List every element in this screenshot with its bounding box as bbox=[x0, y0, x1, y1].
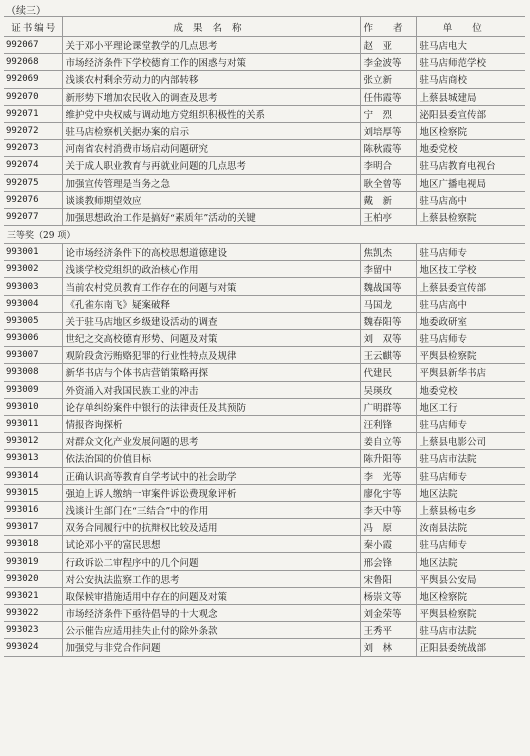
cert-number-cell: 992072 bbox=[4, 122, 62, 139]
table-row bbox=[4, 174, 525, 191]
table-row bbox=[4, 622, 525, 639]
author-cell: 魏战国等 bbox=[360, 278, 416, 295]
cert-number-cell: 992076 bbox=[4, 191, 62, 208]
author-cell: 陈升阳等 bbox=[360, 450, 416, 467]
cert-number-cell: 992075 bbox=[4, 174, 62, 191]
cert-number-cell: 993002 bbox=[4, 261, 62, 278]
table-row bbox=[4, 37, 525, 54]
table-row bbox=[4, 570, 525, 587]
author-cell: 王云麒等 bbox=[360, 347, 416, 364]
unit-cell: 平舆县公安局 bbox=[416, 570, 525, 587]
title-cell: 维护党中央权威与调动地方党组织积极性的关系 bbox=[62, 105, 360, 122]
table-row bbox=[4, 467, 525, 484]
title-cell: 公示催告应适用挂失止付的除外条款 bbox=[62, 622, 360, 639]
unit-cell: 驻马店高中 bbox=[416, 191, 525, 208]
author-cell: 马国龙 bbox=[360, 295, 416, 312]
cert-number-cell: 993001 bbox=[4, 244, 62, 261]
table-row bbox=[4, 587, 525, 604]
author-cell: 姜自立等 bbox=[360, 433, 416, 450]
title-cell: 新华书店与个体书店营销策略再探 bbox=[62, 364, 360, 381]
unit-cell: 正阳县委统战部 bbox=[416, 639, 525, 656]
cert-number-cell: 993010 bbox=[4, 398, 62, 415]
third-prize-heading: 三等奖（29 项） bbox=[4, 226, 525, 244]
unit-cell: 上蔡县杨屯乡 bbox=[416, 501, 525, 518]
cert-number-cell: 992073 bbox=[4, 140, 62, 157]
author-cell: 刘 林 bbox=[360, 639, 416, 656]
author-cell: 赵 亚 bbox=[360, 37, 416, 54]
table-row bbox=[4, 605, 525, 622]
cert-number-cell: 993017 bbox=[4, 519, 62, 536]
author-cell: 广明群等 bbox=[360, 398, 416, 415]
unit-cell: 上蔡县城建局 bbox=[416, 88, 525, 105]
title-cell: 关于邓小平理论课堂教学的几点思考 bbox=[62, 37, 360, 54]
author-cell: 宁 烈 bbox=[360, 105, 416, 122]
unit-cell: 汝南县法院 bbox=[416, 519, 525, 536]
author-cell: 代建民 bbox=[360, 364, 416, 381]
author-cell: 戴 新 bbox=[360, 191, 416, 208]
cert-number-cell: 993019 bbox=[4, 553, 62, 570]
author-cell: 李天中等 bbox=[360, 501, 416, 518]
header-unit: 单位 bbox=[416, 17, 525, 37]
unit-cell: 地委党校 bbox=[416, 381, 525, 398]
title-cell: 依法治国的价值目标 bbox=[62, 450, 360, 467]
cert-number-cell: 993022 bbox=[4, 605, 62, 622]
cert-number-cell: 993005 bbox=[4, 312, 62, 329]
table-row bbox=[4, 140, 525, 157]
table-row bbox=[4, 105, 525, 122]
cert-number-cell: 993021 bbox=[4, 587, 62, 604]
title-cell: 行政诉讼二审程序中的几个问题 bbox=[62, 553, 360, 570]
title-cell: 取保候审措施适用中存在的问题及对策 bbox=[62, 587, 360, 604]
table-row bbox=[4, 501, 525, 518]
cert-number-cell: 992068 bbox=[4, 54, 62, 71]
table-row bbox=[4, 553, 525, 570]
author-cell: 王柏亭 bbox=[360, 208, 416, 225]
author-cell: 耿全曾等 bbox=[360, 174, 416, 191]
cert-number-cell: 993013 bbox=[4, 450, 62, 467]
title-cell: 《孔雀东南飞》疑案破释 bbox=[62, 295, 360, 312]
cert-number-cell: 993018 bbox=[4, 536, 62, 553]
cert-number-cell: 992069 bbox=[4, 71, 62, 88]
unit-cell: 驻马店师专 bbox=[416, 415, 525, 432]
title-cell: 世纪之交高校德育形势、问题及对策 bbox=[62, 330, 360, 347]
author-cell: 宋鲁阳 bbox=[360, 570, 416, 587]
cert-number-cell: 992074 bbox=[4, 157, 62, 174]
table-row bbox=[4, 261, 525, 278]
title-cell: 浅谈学校党组织的政治核心作用 bbox=[62, 261, 360, 278]
table-row bbox=[4, 295, 525, 312]
unit-cell: 平舆县检察院 bbox=[416, 605, 525, 622]
author-cell: 廖化宇等 bbox=[360, 484, 416, 501]
title-cell: 论市场经济条件下的高校思想道德建设 bbox=[62, 244, 360, 261]
unit-cell: 驻马店高中 bbox=[416, 295, 525, 312]
title-cell: 当前农村党员教育工作存在的问题与对策 bbox=[62, 278, 360, 295]
title-cell: 加强宣传管理是当务之急 bbox=[62, 174, 360, 191]
unit-cell: 上蔡县委宣传部 bbox=[416, 278, 525, 295]
title-cell: 浅谈计生部门在“三结合”中的作用 bbox=[62, 501, 360, 518]
title-cell: 正确认识高等教育自学考试中的社会助学 bbox=[62, 467, 360, 484]
author-cell: 杨崇文等 bbox=[360, 587, 416, 604]
author-cell: 李金波等 bbox=[360, 54, 416, 71]
title-cell: 论存单纠纷案件中银行的法律责任及其预防 bbox=[62, 398, 360, 415]
table-row bbox=[4, 381, 525, 398]
title-cell: 双务合同履行中的抗辩权比较及适用 bbox=[62, 519, 360, 536]
unit-cell: 地区法院 bbox=[416, 484, 525, 501]
author-cell: 冯 原 bbox=[360, 519, 416, 536]
author-cell: 李 光等 bbox=[360, 467, 416, 484]
author-cell: 刘 双等 bbox=[360, 330, 416, 347]
cert-number-cell: 993003 bbox=[4, 278, 62, 295]
title-cell: 驻马店检察机关据办案的启示 bbox=[62, 122, 360, 139]
author-cell: 刘培厚等 bbox=[360, 122, 416, 139]
cert-number-cell: 993011 bbox=[4, 415, 62, 432]
table-row bbox=[4, 312, 525, 329]
unit-cell: 地区广播电视局 bbox=[416, 174, 525, 191]
awards-table bbox=[4, 16, 525, 657]
title-cell: 浅谈农村剩余劳动力的内部转移 bbox=[62, 71, 360, 88]
title-cell: 市场经济条件下亟待倡导的十大观念 bbox=[62, 605, 360, 622]
cert-number-cell: 993006 bbox=[4, 330, 62, 347]
table-header-row bbox=[4, 17, 525, 37]
cert-number-cell: 992067 bbox=[4, 37, 62, 54]
unit-cell: 泌阳县委宣传部 bbox=[416, 105, 525, 122]
cert-number-cell: 993007 bbox=[4, 347, 62, 364]
section-heading-row bbox=[4, 226, 525, 244]
table-row bbox=[4, 157, 525, 174]
title-cell: 关于驻马店地区乡级建设活动的调查 bbox=[62, 312, 360, 329]
table-row bbox=[4, 330, 525, 347]
title-cell: 谈谈教师期望效应 bbox=[62, 191, 360, 208]
unit-cell: 地委政研室 bbox=[416, 312, 525, 329]
table-row bbox=[4, 484, 525, 501]
title-cell: 河南省农村消费市场启动问题研究 bbox=[62, 140, 360, 157]
title-cell: 试论邓小平的富民思想 bbox=[62, 536, 360, 553]
unit-cell: 地区法院 bbox=[416, 553, 525, 570]
unit-cell: 驻马店商校 bbox=[416, 71, 525, 88]
cert-number-cell: 993024 bbox=[4, 639, 62, 656]
title-cell: 新形势下增加农民收入的调查及思考 bbox=[62, 88, 360, 105]
author-cell: 王秀平 bbox=[360, 622, 416, 639]
table-row bbox=[4, 88, 525, 105]
title-cell: 市场经济条件下学校德育工作的困惑与对策 bbox=[62, 54, 360, 71]
cert-number-cell: 993012 bbox=[4, 433, 62, 450]
author-cell: 焦凯杰 bbox=[360, 244, 416, 261]
unit-cell: 地区工行 bbox=[416, 398, 525, 415]
unit-cell: 地区检察院 bbox=[416, 587, 525, 604]
table-row bbox=[4, 536, 525, 553]
author-cell: 陈秋霞等 bbox=[360, 140, 416, 157]
unit-cell: 驻马店师专 bbox=[416, 536, 525, 553]
header-author: 作者 bbox=[360, 17, 416, 37]
unit-cell: 驻马店师专 bbox=[416, 244, 525, 261]
unit-cell: 驻马店市法院 bbox=[416, 450, 525, 467]
cert-number-cell: 993008 bbox=[4, 364, 62, 381]
cert-number-cell: 993004 bbox=[4, 295, 62, 312]
table-row bbox=[4, 433, 525, 450]
title-cell: 情报咨询探析 bbox=[62, 415, 360, 432]
unit-cell: 驻马店电大 bbox=[416, 37, 525, 54]
author-cell: 邢会锋 bbox=[360, 553, 416, 570]
table-row bbox=[4, 639, 525, 656]
unit-cell: 驻马店师范学校 bbox=[416, 54, 525, 71]
unit-cell: 上蔡县电影公司 bbox=[416, 433, 525, 450]
unit-cell: 平舆县新华书店 bbox=[416, 364, 525, 381]
unit-cell: 地区技工学校 bbox=[416, 261, 525, 278]
unit-cell: 驻马店教育电视台 bbox=[416, 157, 525, 174]
unit-cell: 驻马店师专 bbox=[416, 330, 525, 347]
author-cell: 汪利锋 bbox=[360, 415, 416, 432]
author-cell: 张立新 bbox=[360, 71, 416, 88]
table-row bbox=[4, 208, 525, 225]
title-cell: 外资涌入对我国民族工业的冲击 bbox=[62, 381, 360, 398]
title-cell: 加强思想政治工作是搞好“素质年”活动的关键 bbox=[62, 208, 360, 225]
cert-number-cell: 993020 bbox=[4, 570, 62, 587]
cert-number-cell: 993009 bbox=[4, 381, 62, 398]
title-cell: 观阶段贪污贿赂犯罪的行业性特点及规律 bbox=[62, 347, 360, 364]
cert-number-cell: 992077 bbox=[4, 208, 62, 225]
continuation-label: （续三） bbox=[6, 6, 46, 17]
table-row bbox=[4, 71, 525, 88]
table-row bbox=[4, 122, 525, 139]
author-cell: 任伟霞等 bbox=[360, 88, 416, 105]
title-cell: 加强党与非党合作问题 bbox=[62, 639, 360, 656]
cert-number-cell: 993023 bbox=[4, 622, 62, 639]
header-title: 成果名称 bbox=[62, 17, 360, 37]
author-cell: 李留中 bbox=[360, 261, 416, 278]
title-cell: 关于成人职业教育与再就业问题的几点思考 bbox=[62, 157, 360, 174]
table-row bbox=[4, 347, 525, 364]
author-cell: 吴瑛玫 bbox=[360, 381, 416, 398]
table-row bbox=[4, 191, 525, 208]
table-row bbox=[4, 54, 525, 71]
table-row bbox=[4, 450, 525, 467]
table-row bbox=[4, 244, 525, 261]
table-row bbox=[4, 415, 525, 432]
author-cell: 刘金荣等 bbox=[360, 605, 416, 622]
header-cert-number: 证书编号 bbox=[4, 17, 62, 37]
unit-cell: 地委党校 bbox=[416, 140, 525, 157]
table-row bbox=[4, 519, 525, 536]
author-cell: 魏春阳等 bbox=[360, 312, 416, 329]
cert-number-cell: 993015 bbox=[4, 484, 62, 501]
cert-number-cell: 993014 bbox=[4, 467, 62, 484]
unit-cell: 上蔡县检察院 bbox=[416, 208, 525, 225]
table-row bbox=[4, 364, 525, 381]
cert-number-cell: 992070 bbox=[4, 88, 62, 105]
author-cell: 秦小霞 bbox=[360, 536, 416, 553]
title-cell: 对群众文化产业发展问题的思考 bbox=[62, 433, 360, 450]
cert-number-cell: 993016 bbox=[4, 501, 62, 518]
unit-cell: 驻马店师专 bbox=[416, 467, 525, 484]
unit-cell: 地区检察院 bbox=[416, 122, 525, 139]
unit-cell: 驻马店市法院 bbox=[416, 622, 525, 639]
table-row bbox=[4, 278, 525, 295]
table-row bbox=[4, 398, 525, 415]
author-cell: 李明合 bbox=[360, 157, 416, 174]
unit-cell: 平舆县检察院 bbox=[416, 347, 525, 364]
title-cell: 强迫上诉人缴纳一审案件诉讼费现象评析 bbox=[62, 484, 360, 501]
cert-number-cell: 992071 bbox=[4, 105, 62, 122]
title-cell: 对公安执法监察工作的思考 bbox=[62, 570, 360, 587]
